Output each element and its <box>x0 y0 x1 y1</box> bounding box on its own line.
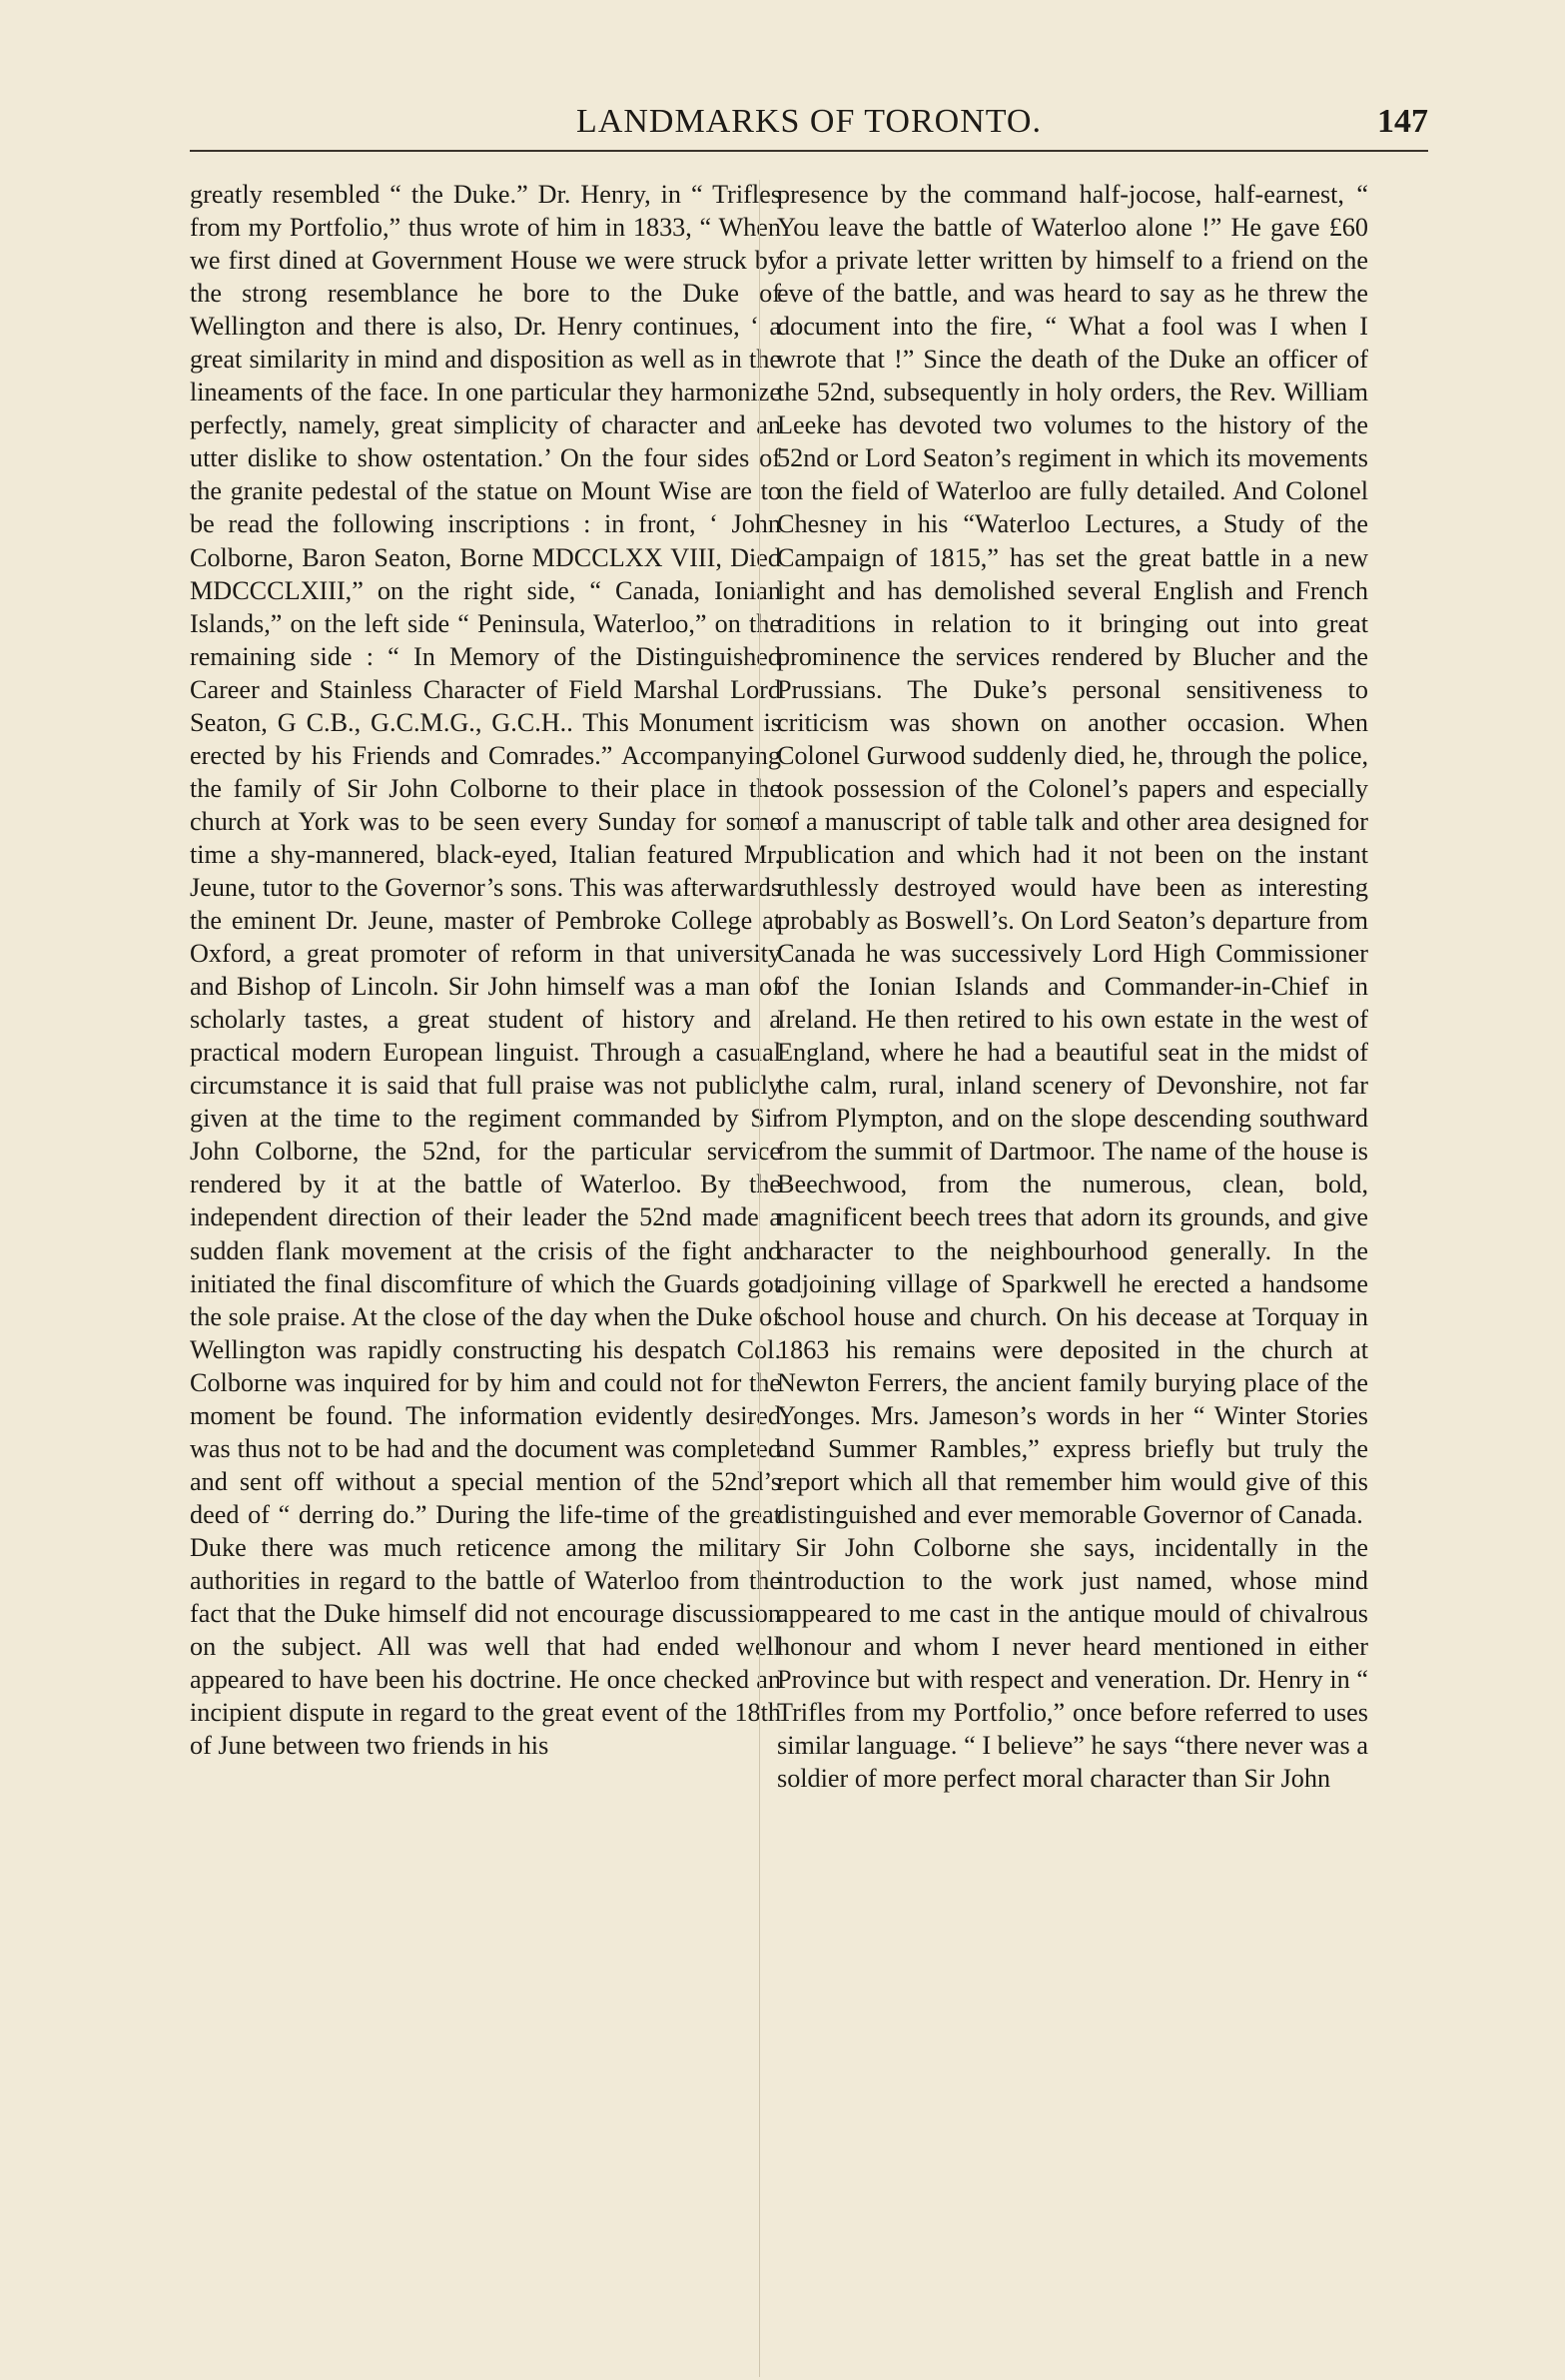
right-column-paragraph-1: presence by the command half-jocose, half-earnest, “ You leave the battle of Waterloo alone !” He gave £60 for a private letter written by himself to a friend on the eve of the battle, and was heard to say as he threw the document into the fire, “ What a fool was I when I wrote that !” Since the death of the Duke an officer of the 52nd, subsequently in holy orders, the Rev. William Leeke has devoted two volumes to the history of the 52nd or Lord Seaton’s regiment in which its movements on the field of Waterloo are fully detailed. And Colonel Chesney in his “Waterloo Lectures, a Study of the Campaign of 1815,” has set the great battle in a new light and has demolished several English and French traditions in relation to it bringing out into great prominence the services rendered by Blucher and the Prussians. The Duke’s personal sensitiveness to criticism was shown on another occasion. When Colonel Gurwood suddenly died, he, through the police, took possession of the Colonel’s papers and especially of a manuscript of table talk and other area designed for publication and which had it not been on the instant ruthlessly destroyed would have been as interesting probably as Boswell’s. On Lord Seaton’s departure from Canada he was successively Lord High Commissioner of the Ionian Islands and Commander-in-Chief in Ireland. He then retired to his own estate in the west of England, where he had a beautiful seat in the midst of the calm, rural, inland scenery of Devonshire, not far from Plympton, and on the slope descending southward from the summit of Dartmoor. The name of the house is Beechwood, from the numerous, clean, bold, magnificent beech trees that adorn its grounds, and give character to the neighbourhood generally. In the adjoining village of Sparkwell he erected a handsome school house and church. On his decease at Torquay in 1863 his remains were deposited in the church at Newton Ferrers, the ancient family burying place of the Yonges. Mrs. Jameson’s words in her “ Winter Stories and Summer Rambles,” express briefly but truly the report which all that remember him would give of this distinguished and ever memorable Governor of Canada. <box>777 180 1369 1529</box>
column-divider <box>759 180 760 2377</box>
page-number: 147 <box>1377 103 1428 140</box>
page-header <box>190 95 1428 155</box>
running-title: LANDMARKS OF TORONTO. <box>576 103 1042 140</box>
left-column-text: greatly resembled “ the Duke.” Dr. Henry, in “ Trifles from my Portfolio,” thus wrote of him in 1833, “ When we first dined at Government House we were struck by the strong resemblance he bore to the Duke of Wellington and there is also, Dr. Henry continues, ‘ a great similarity in mind and disposition as well as in the lineaments of the face. In one particular they harmonize perfectly, namely, great simplicity of character and an utter dislike to show ostentation.’ On the four sides of the granite pedestal of the statue on Mount Wise are to be read the following inscriptions : in front, ‘ John Colborne, Baron Seaton, Borne MDCCLXX VIII, Died MDCCCLXIII,” on the right side, “ Canada, Ionian Islands,” on the left side “ Peninsula, Waterloo,” on the remaining side : “ In Memory of the Distinguished Career and Stainless Character of Field Marshal Lord Seaton, G C.B., G.C.M.G., G.C.H.. This Monument is erected by his Friends and Comrades.” Accompanying the family of Sir John Colborne to their place in the church at York was to be seen every Sunday for some time a shy-mannered, black-eyed, Italian featured Mr. Jeune, tutor to the Governor’s sons. This was afterwards the eminent Dr. Jeune, master of Pembroke College at Oxford, a great promoter of reform in that university and Bishop of Lincoln. Sir John himself was a man of scholarly tastes, a great student of history and a practical modern European linguist. Through a casual circumstance it is said that full praise was not publicly given at the time to the regiment commanded by Sir John Colborne, the 52nd, for the particular service rendered by it at the battle of Waterloo. By the independent direction of their leader the 52nd made a sudden flank movement at the crisis of the fight and initiated the final discomfiture of which the Guards got the sole praise. At the close of the day when the Duke of Wellington was rapidly constructing his despatch Col. Colborne was inquired for by him and could not for the moment be found. The information evidently desired was thus not to be had and the document was completed and sent off without a special mention of the 52nd’s deed of “ derring do.” During the life-time of the great Duke there was much reticence among the military authorities in regard to the battle of Waterloo from the fact that the Duke himself did not encourage discussion on the subject. All was well that had ended well appeared to have been his doctrine. He once checked an incipient dispute in regard to the great event of the 18th of June between two friends in his <box>190 180 781 1761</box>
left-column <box>190 178 781 1762</box>
header-rule <box>190 150 1428 152</box>
right-column-paragraph-2: Sir John Colborne she says, incidentally in the introduction to the work just named, whose mind appeared to me cast in the antique mould of chivalrous honour and whom I never heard mentioned in either Province but with respect and veneration. Dr. Henry in “ Trifles from my Portfolio,” once before referred to uses similar language. “ I believe” he says “there never was a soldier of more perfect moral character than Sir John <box>777 1532 1368 1794</box>
right-column <box>777 178 1368 1795</box>
